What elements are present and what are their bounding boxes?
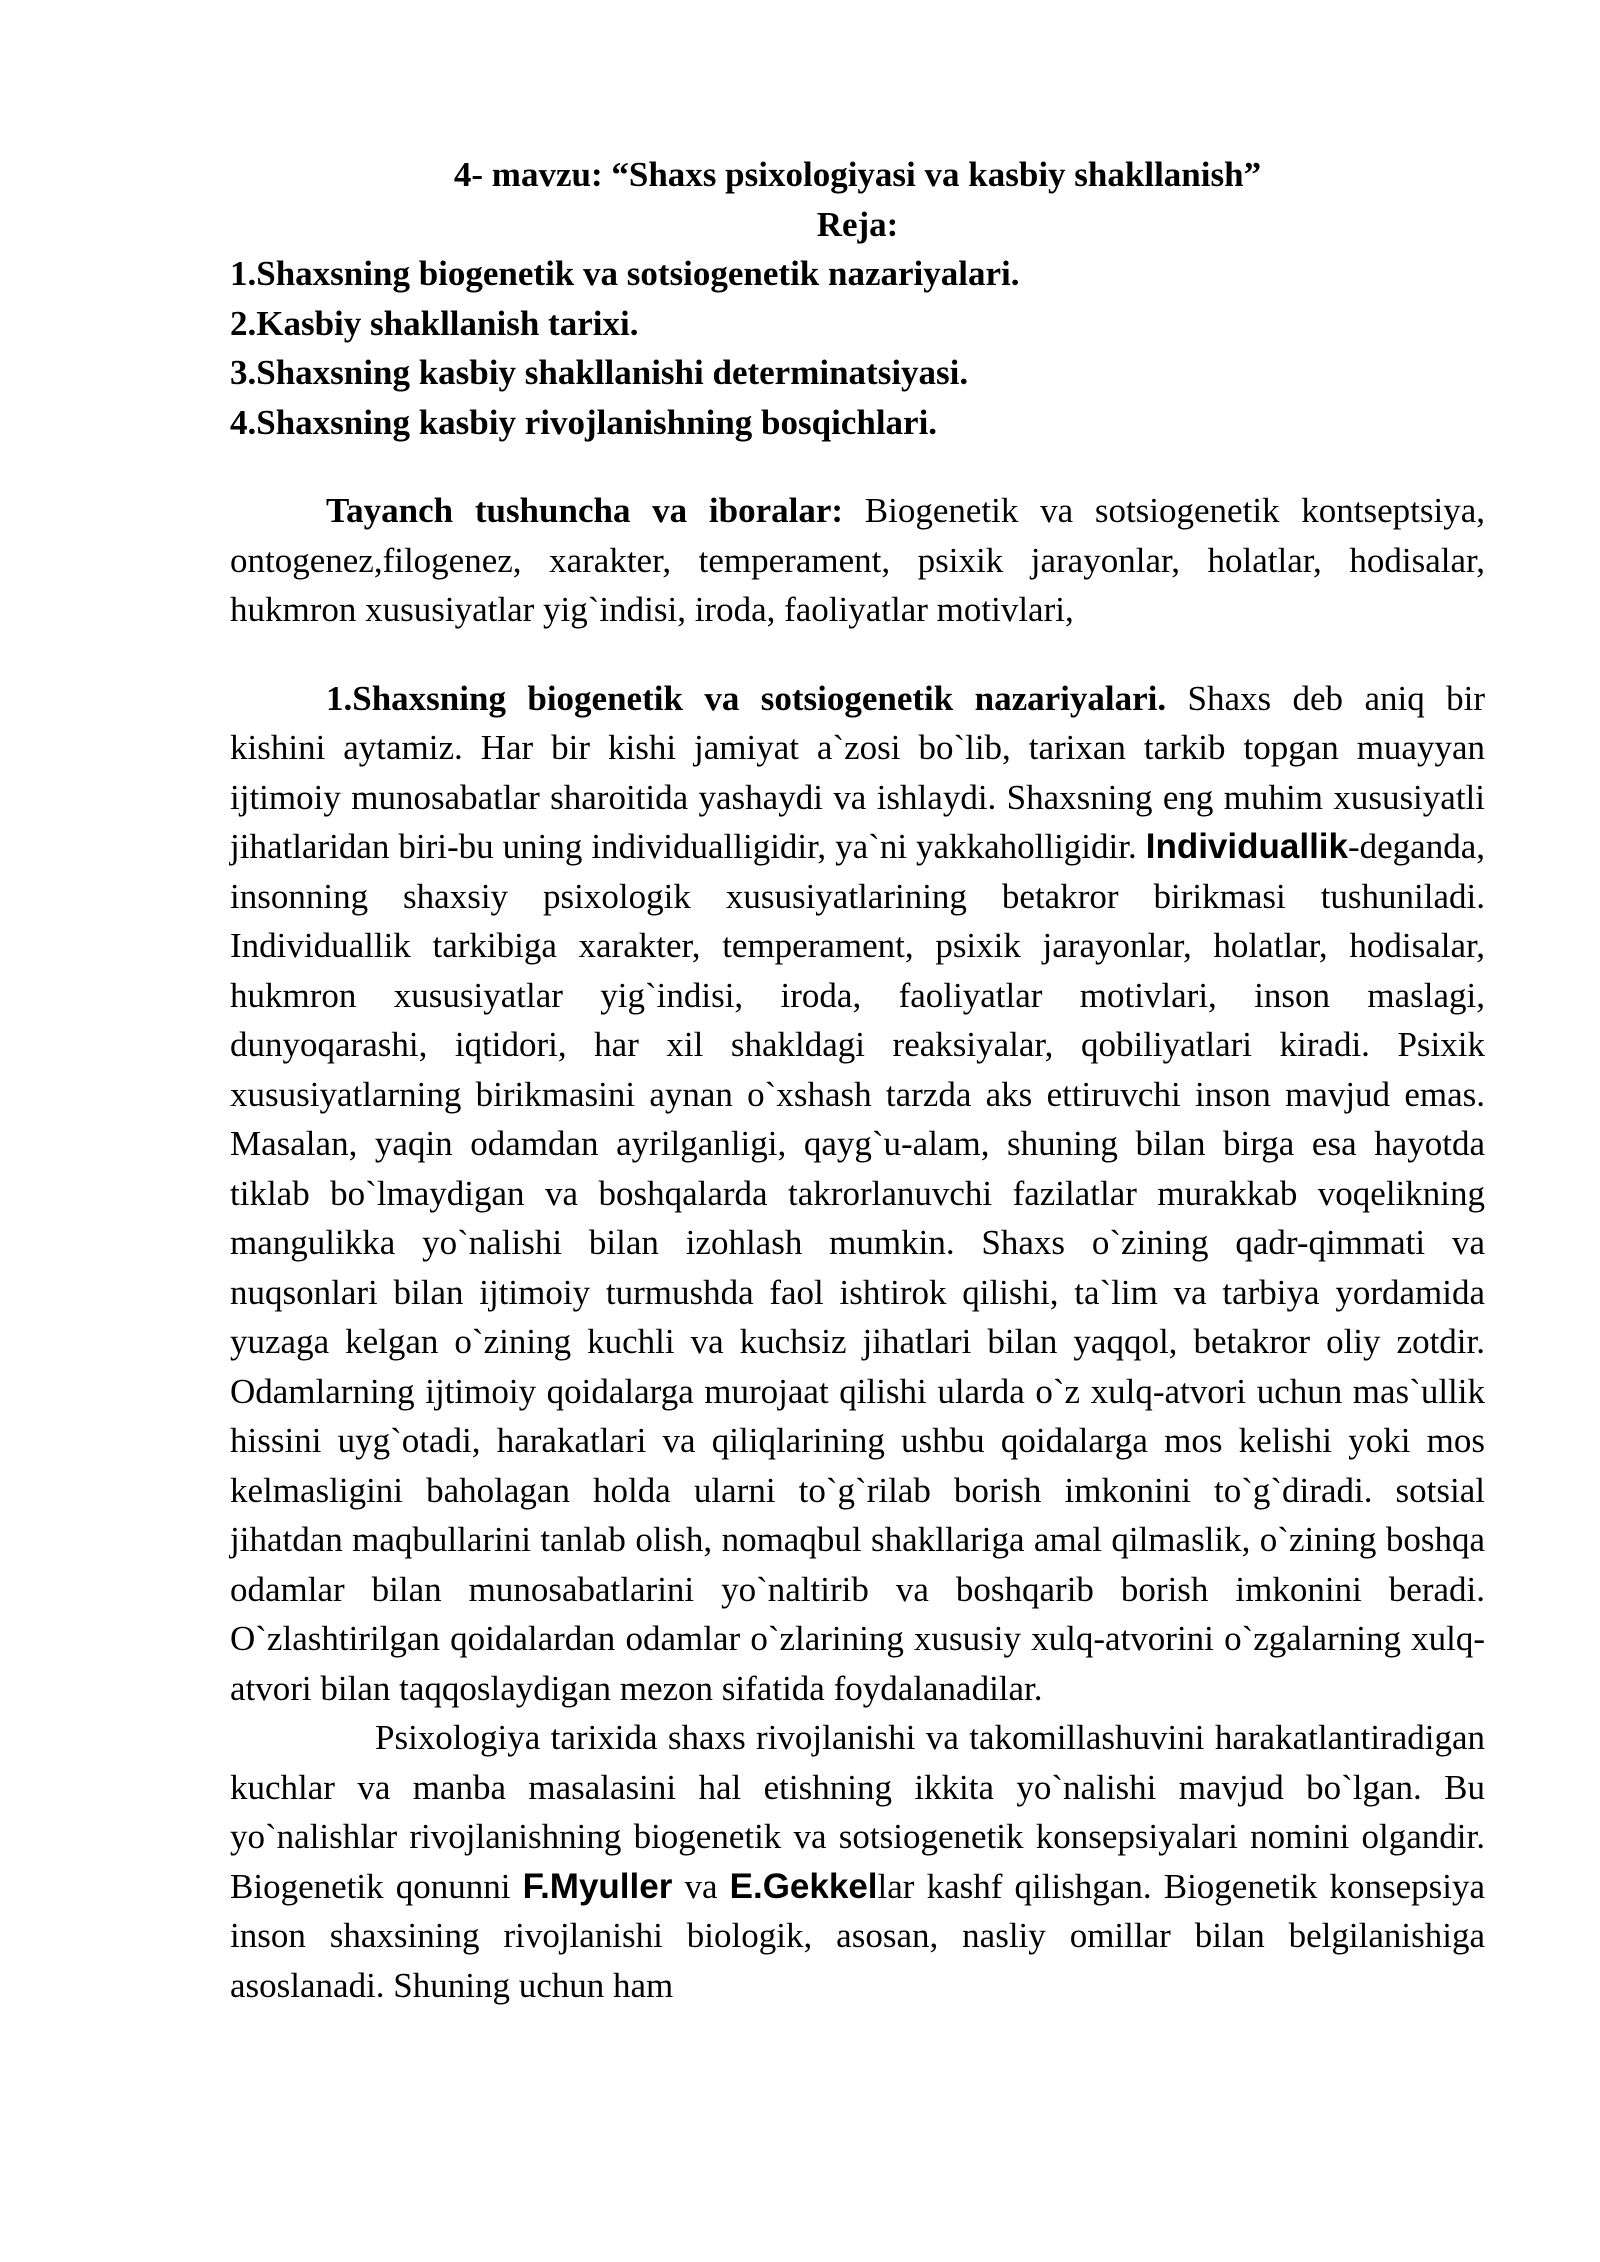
- author-name-myuller: F.Myuller: [522, 1866, 673, 1906]
- plan-item: 2.Kasbiy shakllanish tarixi.: [230, 303, 639, 343]
- section1-heading: 1.Shaxsning biogenetik va sotsiogenetik nazariyalari.: [326, 678, 1167, 718]
- keywords-paragraph: [230, 486, 1485, 635]
- plan-list: [230, 249, 1485, 447]
- plan-item: 4.Shaxsning kasbiy rivojlanishning bosqichlari.: [230, 402, 938, 442]
- section2-text-c: lar kashf qilishgan. Biogenetik konsepsiya inson shaxsining rivojlanishi biologik, asosan, nasliy omillar bilan belgilanishiga asoslanadi. Shuning uchun ham: [230, 1866, 1485, 2005]
- keywords-label: Tayanch tushuncha va iboralar:: [326, 491, 844, 530]
- section1-text-b: -deganda, insonning shaxsiy psixologik xususiyatlarining betakror birikmasi tushuniladi. Individuallik tarkibiga xarakter, temperament, psixik jarayonlar, holatlar, hodisalar, hukmron xususiyatlar yig`indisi, iroda, faoliyatlar motivlari, inson maslagi, dunyoqarashi, iqtidori, har xil shakldagi reaksiyalar, qobiliyatlari kiradi. Psixik xususiyatlarning birikmasini aynan o`xshash tarzda aks ettiruvchi inson mavjud emas. Masalan, yaqin odamdan ayrilganligi, qayg`u-alam, shuning bilan birga esa hayotda tiklab bo`lmaydigan va boshqalarda takrorlanuvchi fazilatlar murakkab voqelikning mangulikka yo`nalishi bilan izohlash mumkin. Shaxs o`zining qadr-qimmati va nuqsonlari bilan ijtimoiy turmushda faol ishtirok qilishi, ta`lim va tarbiya yordamida yuzaga kelgan o`zining kuchli va kuchsiz jihatlari bilan yaqqol, betakror oliy zotdir. Odamlarning ijtimoiy qoidalarga murojaat qilishi ularda o`z xulq-atvori uchun mas`ullik hissini uyg`otadi, harakatlari va qiliqlarining ushbu qoidalarga mos kelishi yoki mos kelmasligini baholagan holda ularni to`g`rilab borish imkonini to`g`diradi. sotsial jihatdan maqbullarini tanlab olish, nomaqbul shakllariga amal qilmaslik, o`zining boshqa odamlar bilan munosabatlarini yo`naltirib va boshqarib borish imkonini beradi. O`zlashtirilgan qoidalardan odamlar o`zlarining xususiy xulq-atvorini o`zgalarning xulq-atvori bilan taqqoslaydigan mezon sifatida foydalanadilar.: [230, 827, 1485, 1708]
- section2-text-b: va: [672, 1866, 730, 1906]
- spacer: [230, 635, 1485, 674]
- section2-text-a: Psixologiya tarixida shaxs rivojlanishi va takomillashuvini harakatlantiradigan kuchlar va manba masalasini hal etishning ikkita yo`nalishi mavjud bo`lgan. Bu yo`nalishlar rivojlanishning biogenetik va sotsiogenetik konsepsiyalari nomini olgandir. Biogenetik qonunni: [230, 1718, 1485, 1906]
- keywords-text: Biogenetik va sotsiogenetik kontseptsiya, ontogenez,filogenez, xarakter, temperament, psixik jarayonlar, holatlar, hodisalar, hukmron xususiyatlar yig`indisi, iroda, faoliyatlar motivlari,: [230, 491, 1486, 629]
- page-title: 4- mavzu: “Shaxs psixologiyasi va kasbiy shakllanish”: [453, 155, 1262, 194]
- plan-item: 1.Shaxsning biogenetik va sotsiogenetik nazariyalari.: [230, 254, 1020, 293]
- section1-paragraph: [230, 674, 1485, 1714]
- individuallik-term: Individuallik: [1145, 827, 1348, 866]
- document-content: [230, 150, 1485, 2010]
- spacer: [230, 447, 1485, 486]
- section2-paragraph: [230, 1713, 1485, 2010]
- section1-text-a: Shaxs deb aniq bir kishini aytamiz. Har bir kishi jamiyat a`zosi bo`lib, tarixan tarkib topgan muayyan ijtimoiy munosabatlar sharoitida yashaydi va ishlaydi. Shaxsning eng muhim xususiyatli jihatlaridan biri-bu uning individualligidir, ya`ni yakkaholligidir.: [230, 678, 1485, 866]
- plan-item: 3.Shaxsning kasbiy shakllanishi determinatsiyasi.: [230, 353, 969, 392]
- plan-heading: Reja:: [816, 204, 899, 244]
- author-name-gekkel: E.Gekkel: [729, 1866, 878, 1906]
